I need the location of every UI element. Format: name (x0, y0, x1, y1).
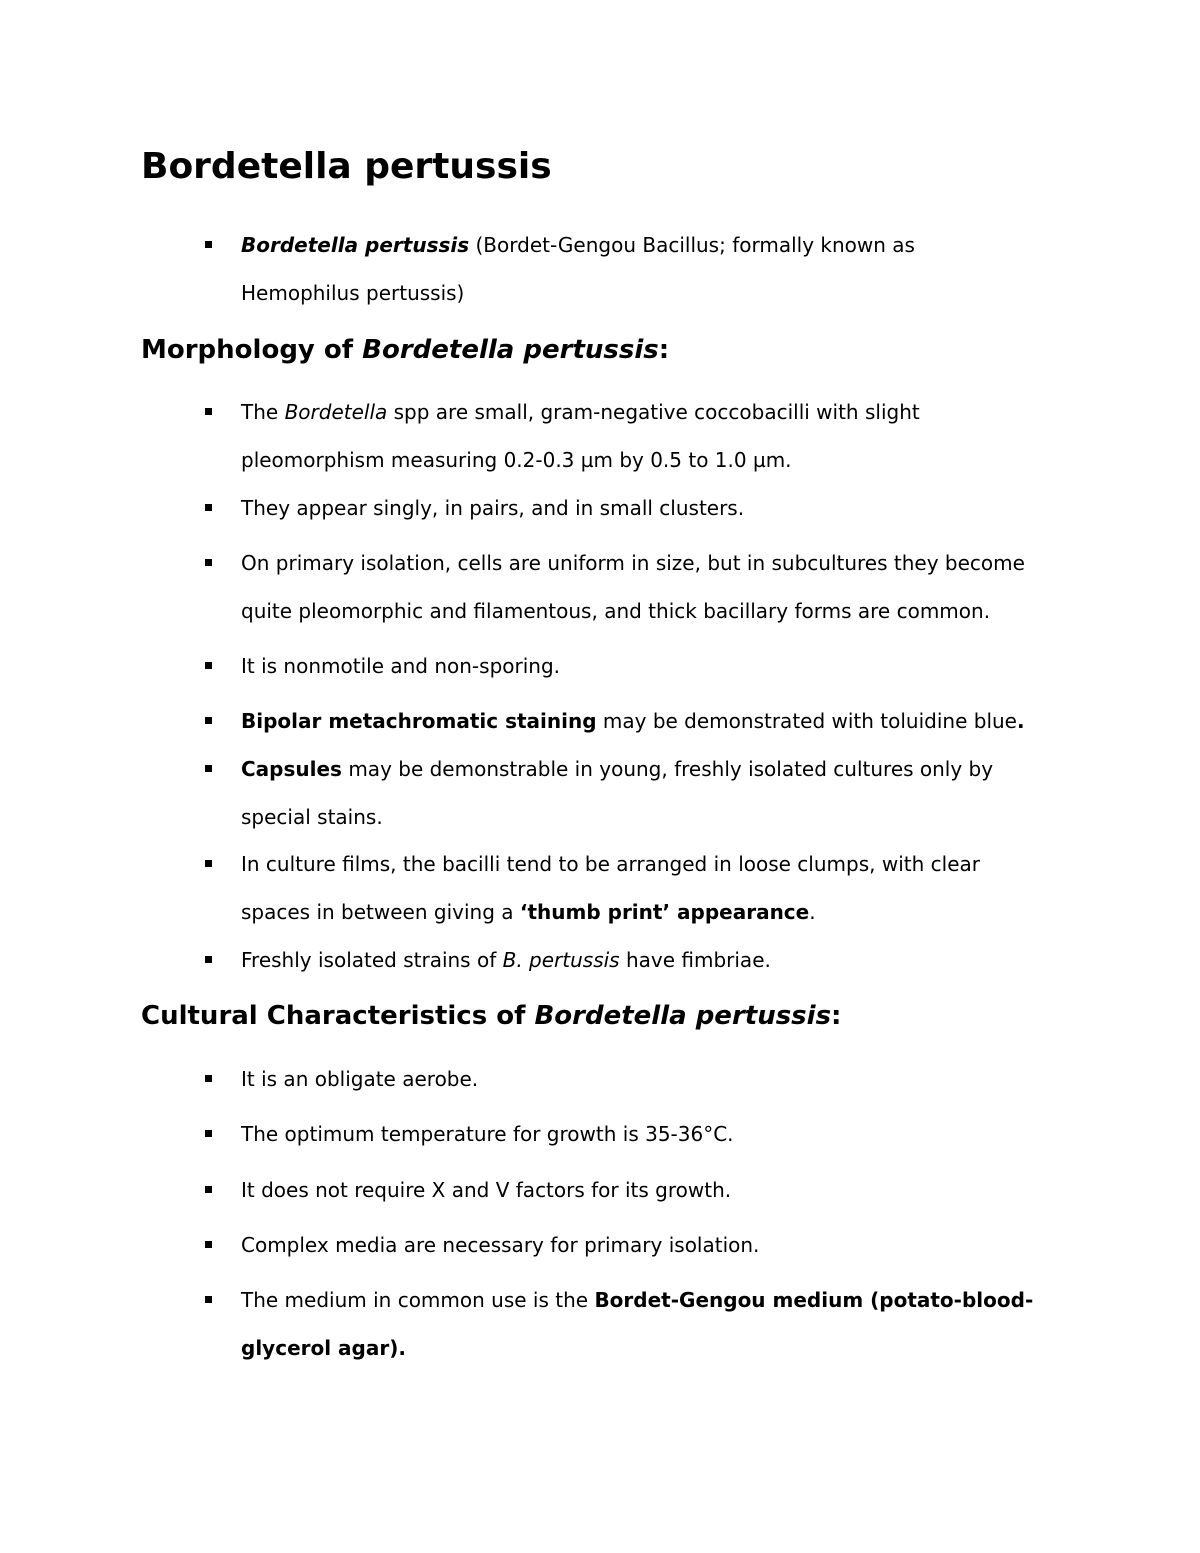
list-item-text: . (809, 900, 816, 924)
bullet-icon (205, 860, 212, 867)
heading-species: Bordetella pertussis (362, 335, 659, 365)
heading-species: Bordetella pertussis (534, 1001, 832, 1031)
cultural-heading (141, 998, 841, 1034)
list-item-line: On primary isolation, cells are uniform in size, but in subcultures they become (241, 551, 1025, 575)
list-item (241, 745, 1101, 841)
intro-text: (Bordet-Gengou Bacillus; formally known as (469, 233, 915, 257)
list-item-line (241, 1276, 1101, 1324)
list-item-line: They appear singly, in pairs, and in small clusters. (241, 496, 745, 520)
list-item-text: spp are small, gram-negative coccobacilli with slight (387, 400, 920, 424)
list-item-line (241, 936, 1101, 984)
list-item-text: spaces in between giving a (241, 900, 520, 924)
list-item (241, 1221, 1101, 1269)
list-item-text: may be demonstrable in young, freshly isolated cultures only by (341, 757, 994, 781)
list-item (241, 642, 1101, 690)
bullet-icon (205, 1130, 212, 1137)
list-item-line (241, 697, 1101, 745)
genus-name: Bordetella (284, 400, 388, 424)
bold-term: ‘thumb print’ appearance (519, 900, 810, 924)
list-item (241, 936, 1101, 984)
bold-term: Capsules (241, 757, 342, 781)
bold-period: . (1017, 709, 1025, 733)
bullet-icon (205, 1075, 212, 1082)
bullet-icon (205, 717, 212, 724)
bold-term: glycerol agar). (241, 1336, 406, 1360)
bullet-icon (205, 241, 212, 248)
list-item (241, 388, 1101, 484)
list-item-line: special stains. (241, 805, 383, 829)
bullet-icon (205, 662, 212, 669)
list-item (241, 1276, 1101, 1372)
intro-list-item (241, 221, 1101, 317)
morphology-heading (141, 332, 669, 368)
list-item (241, 1110, 1101, 1158)
species-abbrev: B. pertussis (502, 948, 620, 972)
bold-term: Bipolar metachromatic staining (241, 709, 597, 733)
bullet-icon (205, 1296, 212, 1303)
heading-text: Morphology of (141, 335, 363, 365)
list-item-text: Freshly isolated strains of (241, 948, 503, 972)
list-item-line (241, 1324, 1101, 1372)
list-item-text: The medium in common use is the (241, 1288, 595, 1312)
species-name: Bordetella pertussis (241, 233, 470, 257)
list-item-line: Complex media are necessary for primary isolation. (241, 1233, 760, 1257)
bullet-icon (205, 504, 212, 511)
intro-line-1 (241, 221, 1101, 269)
list-item (241, 840, 1101, 936)
list-item-line: It is nonmotile and non-sporing. (241, 654, 561, 678)
intro-line-2: Hemophilus pertussis) (241, 281, 465, 305)
list-item (241, 1166, 1101, 1214)
bullet-icon (205, 559, 212, 566)
list-item-text: The (241, 400, 285, 424)
list-item-line: In culture films, the bacilli tend to be arranged in loose clumps, with clear (241, 852, 980, 876)
bullet-icon (205, 765, 212, 772)
list-item-line: quite pleomorphic and filamentous, and thick bacillary forms are common. (241, 599, 991, 623)
list-item-line: The optimum temperature for growth is 35-36°C. (241, 1122, 734, 1146)
bullet-icon (205, 408, 212, 415)
list-item-text: have fimbriae. (619, 948, 771, 972)
list-item (241, 697, 1101, 745)
bullet-icon (205, 1186, 212, 1193)
list-item (241, 484, 1101, 532)
list-item (241, 539, 1101, 635)
bullet-icon (205, 956, 212, 963)
heading-text: Cultural Characteristics of (141, 1001, 535, 1031)
heading-colon: : (658, 335, 670, 365)
list-item-line: pleomorphism measuring 0.2-0.3 µm by 0.5 to 1.0 µm. (241, 448, 792, 472)
bold-term: Bordet-Gengou medium (potato-blood- (594, 1288, 1034, 1312)
list-item-line (241, 888, 1101, 936)
list-item-text: may be demonstrated with toluidine blue (596, 709, 1017, 733)
page-title: Bordetella pertussis (141, 146, 552, 187)
list-item-line (241, 388, 1101, 436)
list-item-line: It is an obligate aerobe. (241, 1067, 479, 1091)
heading-colon: : (831, 1001, 842, 1031)
list-item (241, 1055, 1101, 1103)
list-item-line: It does not require X and V factors for its growth. (241, 1178, 732, 1202)
list-item-line (241, 745, 1101, 793)
bullet-icon (205, 1241, 212, 1248)
